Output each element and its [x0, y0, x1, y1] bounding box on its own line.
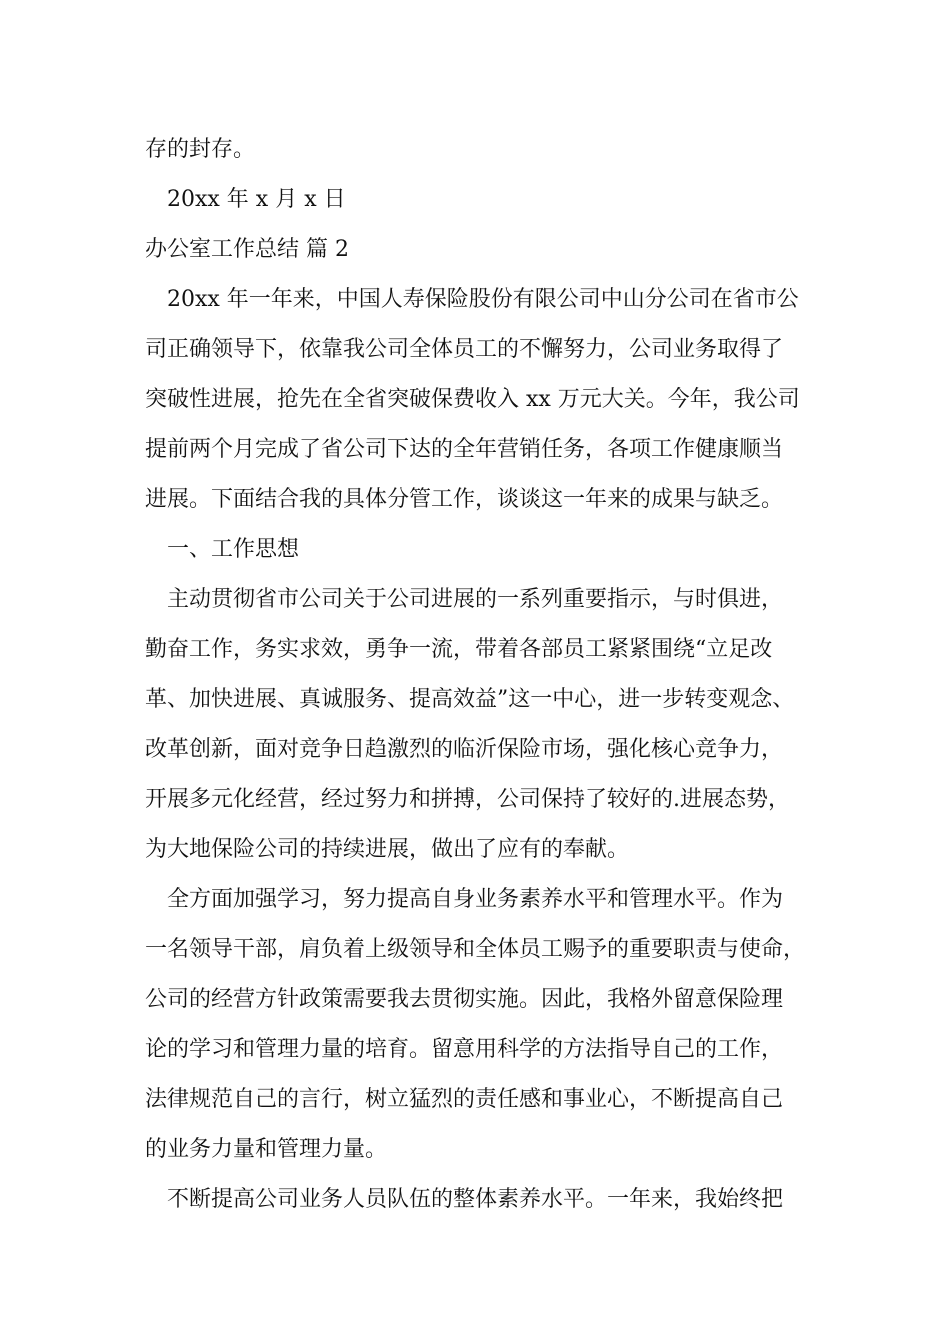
text-line: 主动贯彻省市公司关于公司进展的一系列重要指示，与时俱进， [167, 587, 784, 612]
subsection-heading: 一、工作思想 [167, 537, 300, 562]
text-line: 存的封存。 [145, 137, 256, 162]
text-line: 全方面加强学习，努力提高自身业务素养水平和管理水平。作为 [167, 887, 784, 912]
text-line: 法律规范自己的言行，树立猛烈的责任感和事业心，不断提高自己 [145, 1087, 784, 1112]
text-line: 的业务力量和管理力量。 [145, 1137, 388, 1162]
text-line: 20xx 年一年来，中国人寿保险股份有限公司中山分公司在省市公 [167, 287, 799, 312]
document-body [145, 125, 835, 1225]
text-line: 公司的经营方针政策需要我去贯彻实施。因此，我格外留意保险理 [145, 987, 784, 1012]
text-line: 论的学习和管理力量的培育。留意用科学的方法指导自己的工作， [145, 1037, 784, 1062]
text-line: 司正确领导下，依靠我公司全体员工的不懈努力，公司业务取得了 [145, 337, 784, 362]
section-title: 办公室工作总结 篇 2 [145, 237, 349, 262]
text-line: 突破性进展，抢先在全省突破保费收入 xx 万元大关。今年，我公司 [145, 387, 800, 412]
text-line: 不断提高公司业务人员队伍的整体素养水平。一年来，我始终把 [167, 1187, 784, 1212]
text-line: 进展。下面结合我的具体分管工作，谈谈这一年来的成果与缺乏。 [145, 487, 784, 512]
text-line: 改革创新，面对竞争日趋激烈的临沂保险市场，强化核心竞争力， [145, 737, 784, 762]
text-line: 提前两个月完成了省公司下达的全年营销任务，各项工作健康顺当 [145, 437, 784, 462]
text-line: 开展多元化经营，经过努力和拼搏，公司保持了较好的.进展态势， [145, 787, 790, 812]
text-line: 为大地保险公司的持续进展，做出了应有的奉献。 [145, 837, 630, 862]
date-line: 20xx 年 x 月 x 日 [167, 187, 346, 212]
text-line: 一名领导干部，肩负着上级领导和全体员工赐予的重要职责与使命， [145, 937, 806, 962]
text-line: 勤奋工作，务实求效，勇争一流，带着各部员工紧紧围绕“立足改 [145, 637, 773, 662]
text-line: 革、加快进展、真诚服务、提高效益”这一中心，进一步转变观念、 [145, 687, 795, 712]
